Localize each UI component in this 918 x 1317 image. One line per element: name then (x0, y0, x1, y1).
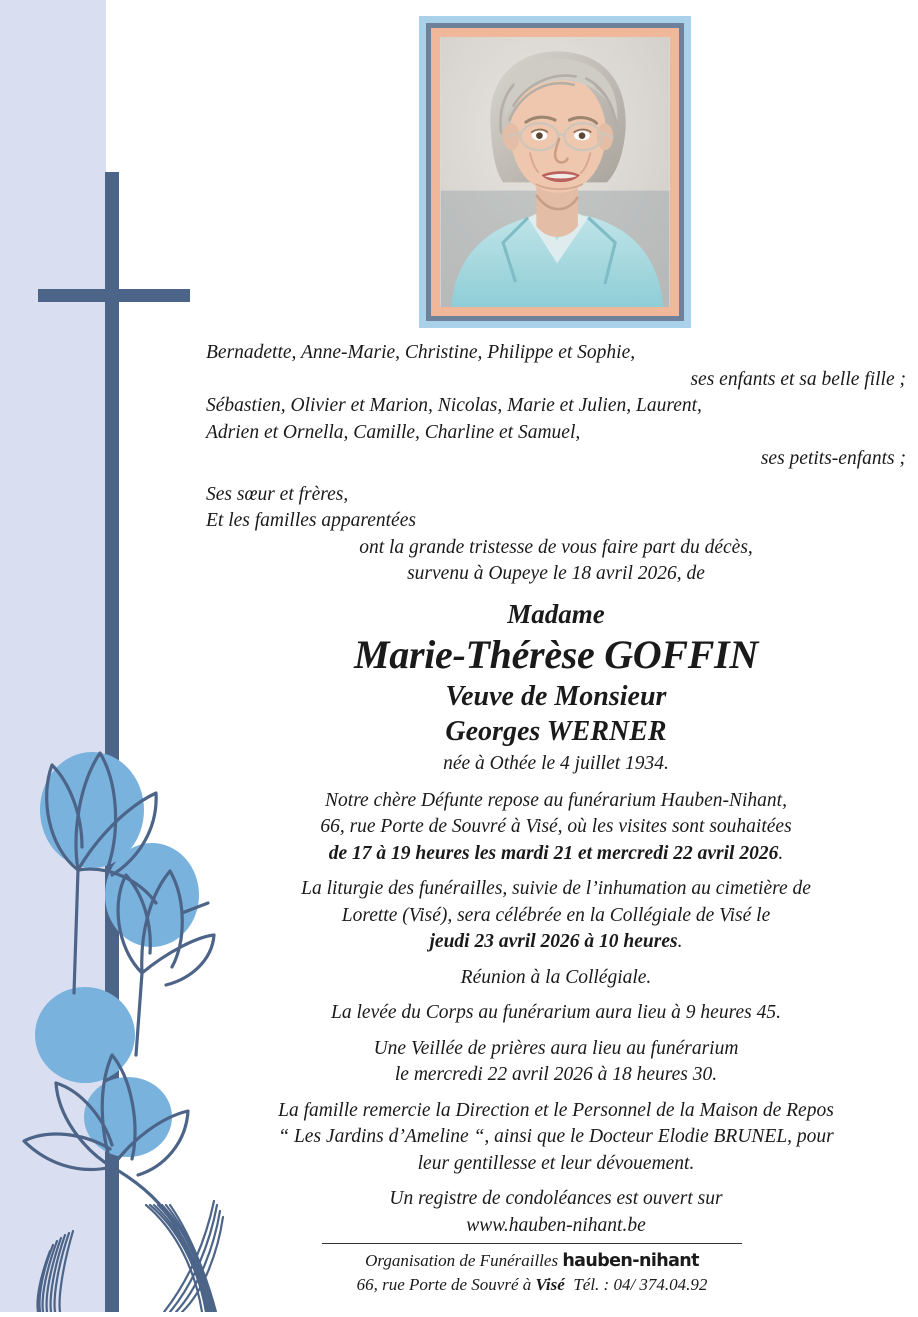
photo-frame-outer (419, 16, 691, 328)
condolence-register-line: Un registre de condoléances est ouvert sur (389, 1188, 723, 1209)
children-line: Bernadette, Anne-Marie, Christine, Philippe et Sophie, (206, 342, 636, 363)
grandchildren-line-1: Sébastien, Olivier et Marion, Nicolas, Marie et Julien, Laurent, (206, 395, 702, 416)
announce-line-1: ont la grande tristesse de vous faire part du décès, (359, 536, 753, 558)
service-datetime-punct: . (677, 931, 683, 952)
left-decorative-band (0, 0, 106, 1312)
spouse-prefix: Veuve de Monsieur (445, 680, 667, 712)
families-line: Et les familles apparentées (206, 510, 416, 531)
organisation-prefix: Organisation de Funérailles (365, 1251, 559, 1270)
address-prefix: 66, rue Porte de Souvré à (356, 1275, 532, 1294)
footer-divider (322, 1243, 742, 1244)
siblings-line: Ses sœur et frères, (206, 483, 349, 505)
address-city: Visé (535, 1275, 565, 1294)
portrait-photo (440, 37, 670, 307)
birth-line: née à Othée le 4 juillet 1934. (443, 752, 669, 774)
address-line (322, 1273, 742, 1296)
vigil-line-1: Une Veillée de prières aura lieu au funérarium (373, 1037, 739, 1059)
repose-line-1: Notre chère Défunte repose au funérarium Hauben-Nihant, (325, 789, 787, 811)
spouse-name: Georges WERNER (445, 715, 667, 747)
vigil-line-2: le mercredi 22 avril 2026 à 18 heures 30. (394, 1064, 718, 1085)
grandchildren-label: ses petits-enfants ; (760, 448, 906, 469)
website-link[interactable]: www.hauben-nihant.be (466, 1214, 646, 1236)
announcement-text (206, 340, 906, 1239)
body-removal-line: La levée du Corps au funérarium aura lieu à 9 heures 45. (331, 1002, 781, 1023)
announce-line-2: survenu à Oupeye le 18 avril 2026, de (407, 563, 705, 584)
deceased-name: Marie-Thérèse GOFFIN (354, 631, 758, 677)
organisation-line (322, 1249, 742, 1273)
phone-number: Tél. : 04/ 374.04.92 (573, 1275, 708, 1294)
thanks-line-2: “ Les Jardins d’Ameline “, ainsi que le Docteur Elodie BRUNEL, pour (278, 1126, 834, 1147)
thanks-line-1: La famille remercie la Direction et le Personnel de la Maison de Repos (278, 1099, 834, 1121)
service-datetime: jeudi 23 avril 2026 à 10 heures (429, 931, 678, 952)
company-logo: hauben-nihant (562, 1251, 699, 1271)
grandchildren-line-2: Adrien et Ornella, Camille, Charline et Samuel, (206, 421, 581, 443)
visiting-hours-punct: . (778, 842, 784, 864)
liturgy-line-1: La liturgie des funérailles, suivie de l’inhumation au cimetière de (301, 878, 811, 899)
gathering-line: Réunion à la Collégiale. (460, 966, 652, 988)
liturgy-line-2: Lorette (Visé), sera célébrée en la Collégiale de Visé le (341, 904, 771, 926)
photo-frame-middle (426, 23, 684, 321)
thanks-line-3: leur gentillesse et leur dévouement. (417, 1152, 695, 1174)
visiting-hours-line (206, 841, 906, 868)
children-label: ses enfants et sa belle fille ; (690, 368, 906, 390)
cross-icon-horizontal-beam (38, 289, 190, 302)
honorific-title: Madame (507, 598, 605, 629)
service-datetime-line (206, 929, 906, 956)
photo-frame-inner (431, 28, 679, 316)
repose-line-2: 66, rue Porte de Souvré à Visé, où les visites sont souhaitées (320, 816, 792, 837)
visiting-hours: de 17 à 19 heures les mardi 21 et mercredi 22 avril 2026 (328, 842, 779, 864)
cross-icon-vertical-beam (105, 172, 119, 1312)
footer (322, 1243, 742, 1296)
